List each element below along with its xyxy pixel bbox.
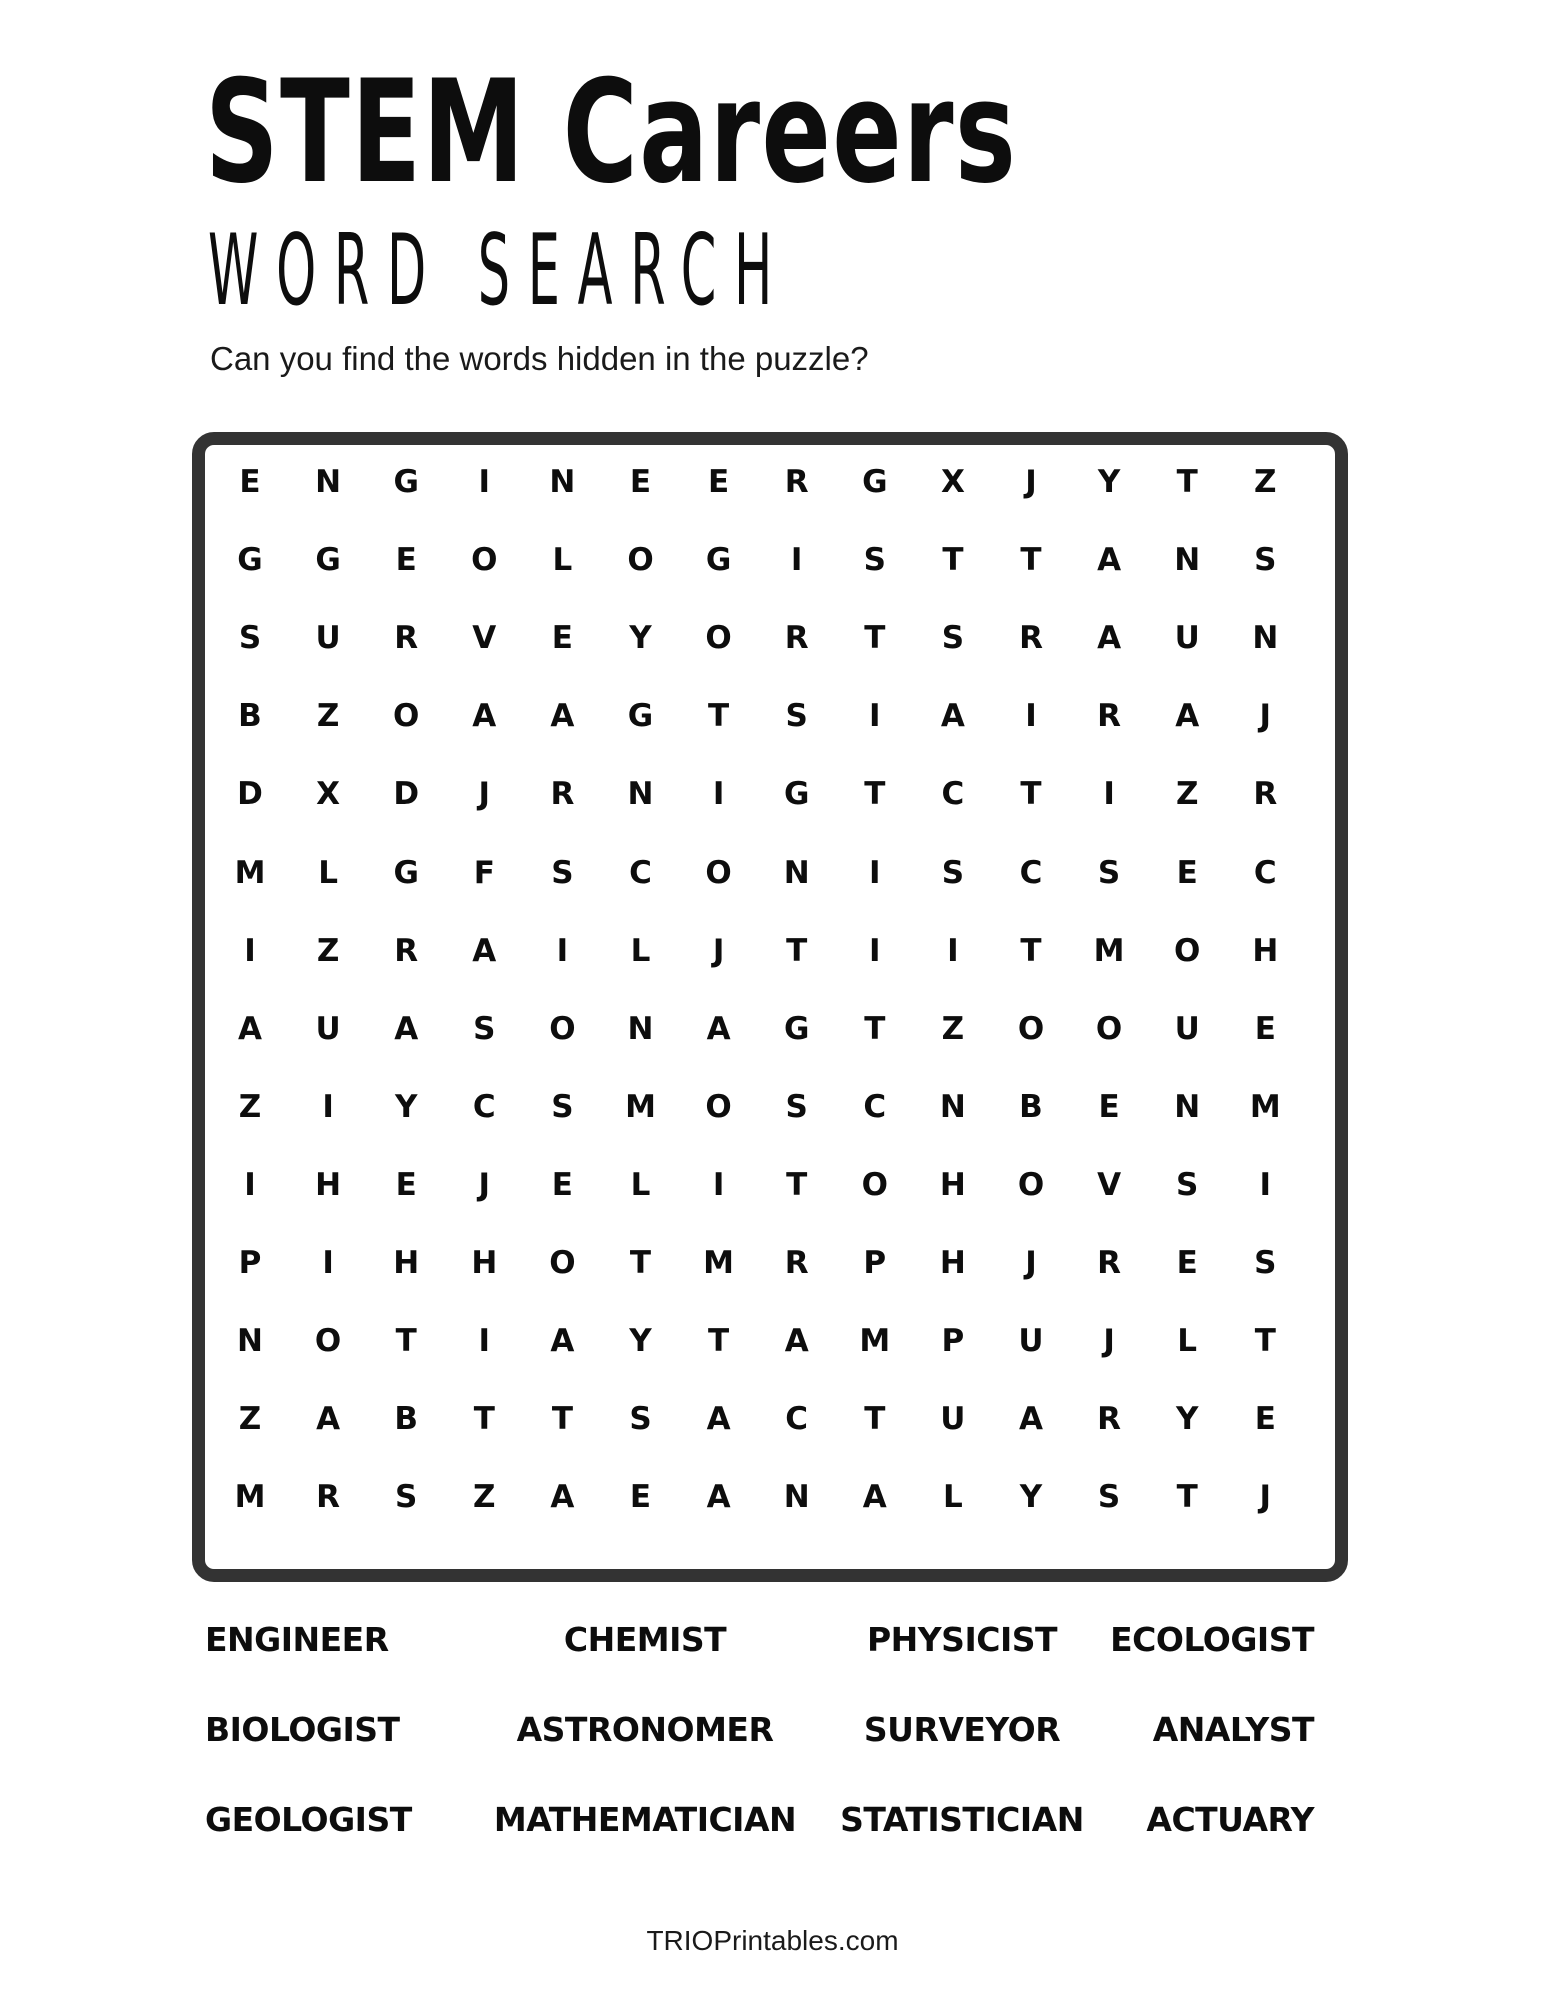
word-bank-item: GEOLOGIST [205, 1800, 412, 1839]
grid-cell[interactable]: E [551, 1166, 573, 1203]
grid-cell[interactable]: J [712, 932, 725, 969]
grid-cell[interactable]: Z [316, 932, 340, 969]
grid-cell[interactable]: M [625, 1088, 656, 1125]
word-bank-item: PHYSICIST [866, 1620, 1058, 1659]
grid-cell[interactable]: U [315, 620, 341, 657]
grid-cell[interactable]: G [315, 542, 341, 579]
grid-cell[interactable]: T [942, 542, 964, 579]
grid-cell[interactable]: A [1097, 620, 1122, 657]
grid-cell[interactable]: A [550, 1323, 575, 1360]
grid-cell[interactable]: E [1098, 1088, 1120, 1125]
grid-cell[interactable]: T [1254, 1323, 1276, 1360]
grid-cell[interactable]: A [1175, 698, 1200, 735]
grid-cell[interactable]: B [394, 1401, 418, 1438]
grid-cell[interactable]: S [1097, 854, 1121, 891]
grid-cell[interactable]: C [1253, 854, 1277, 891]
grid-cell[interactable]: H [315, 1166, 342, 1203]
grid-cell[interactable]: L [630, 932, 651, 969]
grid-cell[interactable]: S [551, 854, 574, 891]
grid-cell[interactable]: N [237, 1323, 263, 1360]
grid-cell[interactable]: C [1019, 854, 1043, 891]
word-bank-item: BIOLOGIST [205, 1710, 400, 1749]
grid-cell[interactable]: O [705, 854, 732, 891]
grid-cell[interactable]: O [1174, 932, 1201, 969]
grid-cell[interactable]: E [629, 1479, 652, 1516]
grid-cell[interactable]: Z [316, 698, 340, 735]
grid-cell[interactable]: S [395, 1479, 418, 1516]
grid-cell[interactable]: A [550, 698, 575, 735]
grid-cell[interactable]: U [940, 1401, 966, 1438]
grid-cell[interactable]: M [1093, 932, 1125, 969]
grid-cell[interactable]: O [861, 1166, 888, 1203]
grid-cell[interactable]: N [783, 854, 810, 891]
grid-cell[interactable]: N [627, 1010, 654, 1047]
grid-cell[interactable]: H [471, 1245, 498, 1281]
grid-cell[interactable]: I [322, 1245, 334, 1281]
grid-cell[interactable]: U [1174, 1010, 1200, 1047]
grid-cell[interactable]: J [478, 776, 491, 813]
grid-cell[interactable]: R [1097, 1401, 1122, 1438]
grid-cell[interactable]: J [478, 1166, 491, 1203]
grid-cell[interactable]: N [549, 464, 576, 500]
grid-cell[interactable]: I [712, 1166, 725, 1203]
grid-cell[interactable]: N [627, 776, 654, 813]
grid-cell[interactable]: A [784, 1323, 809, 1360]
grid-cell[interactable]: Z [1254, 464, 1277, 500]
grid-cell[interactable]: E [239, 464, 261, 500]
grid-cell[interactable]: S [785, 1088, 808, 1125]
grid-cell[interactable]: N [1174, 542, 1201, 579]
grid-cell[interactable]: Z [1175, 776, 1199, 813]
grid-cell[interactable]: T [864, 1401, 886, 1438]
grid-cell[interactable]: Y [1097, 464, 1121, 500]
grid-cell[interactable]: F [473, 854, 495, 891]
grid-cell[interactable]: C [629, 854, 652, 891]
grid-cell[interactable]: G [783, 1010, 810, 1047]
grid-cell[interactable]: A [706, 1010, 731, 1047]
grid-cell[interactable]: U [1174, 620, 1200, 657]
grid-cell[interactable]: R [784, 620, 809, 657]
grid-cell[interactable]: C [472, 1088, 496, 1125]
grid-cell[interactable]: A [238, 1010, 262, 1047]
grid-cell[interactable]: R [550, 776, 575, 813]
grid-cell[interactable]: O [627, 542, 654, 579]
word-bank-item: ECOLOGIST [1110, 1620, 1314, 1659]
grid-cell[interactable]: D [237, 776, 263, 813]
grid-cell[interactable]: N [1252, 620, 1279, 657]
page-title: STEM Careers [205, 50, 1018, 215]
grid-cell[interactable]: T [708, 1323, 730, 1360]
grid-cell[interactable]: S [629, 1401, 652, 1438]
grid-cell[interactable]: T [1020, 776, 1042, 813]
grid-cell[interactable]: T [1020, 932, 1042, 969]
grid-cell[interactable]: Y [629, 620, 652, 657]
grid-cell[interactable]: S [473, 1010, 496, 1047]
grid-cell[interactable]: T [864, 1010, 886, 1047]
grid-cell[interactable]: C [863, 1088, 887, 1125]
grid-cell[interactable]: S [863, 542, 886, 579]
grid-cell[interactable]: I [1025, 698, 1037, 735]
grid-cell[interactable]: V [472, 620, 497, 657]
grid-cell[interactable]: S [1254, 542, 1277, 579]
grid-cell[interactable]: L [630, 1166, 651, 1203]
grid-cell[interactable]: E [395, 542, 417, 579]
grid-cell[interactable]: T [629, 1245, 652, 1281]
grid-cell[interactable]: T [864, 620, 886, 657]
grid-cell[interactable]: O [705, 1088, 732, 1125]
word-bank-item: CHEMIST [563, 1620, 727, 1659]
grid-cell[interactable]: B [1019, 1088, 1043, 1125]
grid-cell[interactable]: T [1176, 464, 1198, 500]
grid-cell[interactable]: I [244, 1166, 256, 1203]
grid-cell[interactable]: E [395, 1166, 417, 1203]
grid-cell[interactable]: S [551, 1088, 574, 1125]
grid-cell[interactable]: L [943, 1479, 963, 1516]
grid-cell[interactable]: I [478, 1323, 491, 1360]
grid-cell[interactable]: X [316, 776, 341, 813]
grid-cell[interactable]: P [238, 1245, 262, 1281]
grid-cell[interactable]: G [237, 542, 263, 579]
word-bank-item: SURVEYOR [863, 1710, 1061, 1749]
grid-cell[interactable]: A [1097, 542, 1122, 579]
grid-cell[interactable]: G [783, 776, 810, 813]
grid-cell[interactable]: I [869, 698, 881, 735]
grid-cell[interactable]: L [1177, 1323, 1198, 1360]
grid-cell[interactable]: Y [1175, 1401, 1199, 1438]
grid-cell[interactable]: R [1097, 1245, 1122, 1281]
word-bank-item: ACTUARY [1146, 1800, 1314, 1839]
grid-cell[interactable]: J [1259, 1479, 1272, 1516]
grid-cell[interactable]: G [393, 854, 419, 891]
word-bank-item: ENGINEER [205, 1620, 389, 1659]
grid-cell[interactable]: J [1103, 1323, 1115, 1360]
grid-cell[interactable]: M [234, 1479, 266, 1516]
grid-cell[interactable]: M [703, 1245, 735, 1281]
grid-cell[interactable]: O [314, 1323, 342, 1360]
grid-cell[interactable]: R [316, 1479, 341, 1516]
grid-cell[interactable]: M [859, 1323, 891, 1360]
grid-cell[interactable]: L [552, 542, 573, 579]
grid-cell[interactable]: R [394, 932, 419, 969]
grid-cell[interactable]: O [1095, 1010, 1123, 1047]
grid-cell[interactable]: R [784, 464, 809, 500]
grid-cell[interactable]: U [315, 1010, 341, 1047]
grid-cell[interactable]: V [1097, 1166, 1122, 1203]
grid-cell[interactable]: C [941, 776, 965, 813]
grid-cell[interactable]: G [705, 542, 732, 579]
grid-cell[interactable]: R [784, 1245, 809, 1281]
grid-cell[interactable]: G [393, 464, 419, 500]
grid-cell[interactable]: N [315, 464, 342, 500]
grid-cell[interactable]: I [556, 932, 569, 969]
footer-site: TRIOPrintables.com [646, 1925, 899, 1956]
instruction-text: Can you find the words hidden in the puzzle? [210, 340, 869, 377]
grid-cell[interactable]: E [1254, 1010, 1276, 1047]
grid-cell[interactable]: R [1019, 620, 1043, 657]
page-subtitle: WORD SEARCH [208, 214, 791, 328]
puzzle-grid [192, 432, 1348, 1582]
grid-cell[interactable]: T [708, 698, 730, 735]
grid-cell[interactable]: H [939, 1166, 966, 1203]
grid-cell[interactable]: G [627, 698, 654, 735]
grid-cell[interactable]: L [318, 854, 338, 891]
grid-cell[interactable]: J [1025, 464, 1037, 500]
grid-cell[interactable]: P [863, 1245, 887, 1281]
grid-cell[interactable]: T [1176, 1479, 1198, 1516]
grid-cell[interactable]: I [712, 776, 725, 813]
grid-cell[interactable]: O [705, 620, 732, 657]
grid-cell[interactable]: T [786, 1166, 808, 1203]
grid-cell[interactable]: H [393, 1245, 420, 1281]
grid-cell[interactable]: S [238, 620, 262, 657]
grid-cell[interactable]: T [786, 932, 808, 969]
grid-cell[interactable]: O [1017, 1010, 1045, 1047]
word-bank-item: ANALYST [1152, 1710, 1314, 1749]
grid-cell[interactable]: G [862, 464, 888, 500]
grid-cell[interactable]: Y [629, 1323, 652, 1360]
grid-cell[interactable]: U [1018, 1323, 1044, 1360]
grid-cell[interactable]: A [706, 1401, 731, 1438]
grid-cell[interactable]: S [1176, 1166, 1199, 1203]
grid-cell[interactable]: I [478, 464, 491, 500]
grid-cell[interactable]: A [550, 1479, 575, 1516]
grid-cell[interactable]: Y [1019, 1479, 1043, 1516]
grid-cell[interactable]: A [862, 1479, 887, 1516]
grid-cell[interactable]: T [395, 1323, 417, 1360]
grid-cell[interactable]: X [940, 464, 965, 500]
grid-cell[interactable]: B [238, 698, 262, 735]
grid-cell[interactable]: O [1017, 1166, 1045, 1203]
grid-cell[interactable]: R [1253, 776, 1278, 813]
grid-cell[interactable]: I [790, 542, 803, 579]
grid-cell[interactable]: D [393, 776, 420, 813]
grid-cell[interactable]: E [551, 620, 573, 657]
grid-cell[interactable]: N [939, 1088, 966, 1125]
grid-cell[interactable]: A [472, 932, 497, 969]
grid-cell[interactable]: O [549, 1010, 576, 1047]
grid-cell[interactable]: E [1254, 1401, 1276, 1438]
grid-cell[interactable]: A [706, 1479, 731, 1516]
grid-cell[interactable]: I [869, 854, 881, 891]
grid-cell[interactable]: S [1254, 1245, 1277, 1281]
grid-cell[interactable]: I [947, 932, 959, 969]
word-bank-item: STATISTICIAN [840, 1800, 1084, 1839]
grid-cell[interactable]: R [394, 620, 419, 657]
grid-cell[interactable]: H [939, 1245, 966, 1281]
grid-cell[interactable]: S [785, 698, 808, 735]
grid-cell[interactable]: E [1176, 854, 1198, 891]
word-bank-item: MATHEMATICIAN [493, 1800, 797, 1839]
grid-cell[interactable]: S [941, 620, 965, 657]
grid-cell[interactable]: C [785, 1401, 809, 1438]
grid-cell[interactable]: I [322, 1088, 334, 1125]
grid-cell[interactable]: A [394, 1010, 419, 1047]
grid-cell[interactable]: A [472, 698, 497, 735]
grid-cell[interactable]: N [1174, 1088, 1201, 1125]
word-bank-item: ASTRONOMER [516, 1710, 774, 1749]
grid-cell[interactable]: E [629, 464, 652, 500]
grid-cell[interactable]: T [1020, 542, 1042, 579]
grid-cell[interactable]: O [471, 542, 498, 579]
grid-cell[interactable]: S [941, 854, 965, 891]
grid-cell[interactable]: Z [473, 1479, 496, 1516]
grid-cell[interactable]: A [1019, 1401, 1043, 1438]
grid-cell[interactable]: A [316, 1401, 341, 1438]
grid-cell[interactable]: S [1097, 1479, 1121, 1516]
grid-cell[interactable]: Z [941, 1010, 965, 1047]
grid-cell[interactable]: E [1176, 1245, 1198, 1281]
grid-cell[interactable]: O [549, 1245, 576, 1281]
grid-cell[interactable]: J [1259, 698, 1272, 735]
grid-cell[interactable]: Y [394, 1088, 418, 1125]
grid-cell[interactable]: I [1103, 776, 1115, 813]
grid-cell[interactable]: T [473, 1401, 495, 1438]
grid-cell[interactable]: I [1259, 1166, 1272, 1203]
grid-cell[interactable]: I [869, 932, 881, 969]
grid-cell[interactable]: R [1097, 698, 1122, 735]
grid-cell[interactable]: A [940, 698, 965, 735]
grid-cell[interactable]: E [708, 464, 730, 500]
grid-cell[interactable]: O [393, 698, 420, 735]
grid-cell[interactable]: Z [238, 1401, 262, 1438]
grid-cell[interactable]: N [783, 1479, 810, 1516]
grid-cell[interactable]: Z [238, 1088, 262, 1125]
grid-cell[interactable]: M [234, 854, 266, 891]
grid-cell[interactable]: I [244, 932, 256, 969]
grid-cell[interactable]: H [1252, 932, 1279, 969]
grid-cell[interactable]: M [1249, 1088, 1281, 1125]
grid-cell[interactable]: T [551, 1401, 573, 1438]
grid-cell[interactable]: P [941, 1323, 965, 1360]
grid-cell[interactable]: J [1025, 1245, 1037, 1281]
grid-cell[interactable]: T [864, 776, 886, 813]
